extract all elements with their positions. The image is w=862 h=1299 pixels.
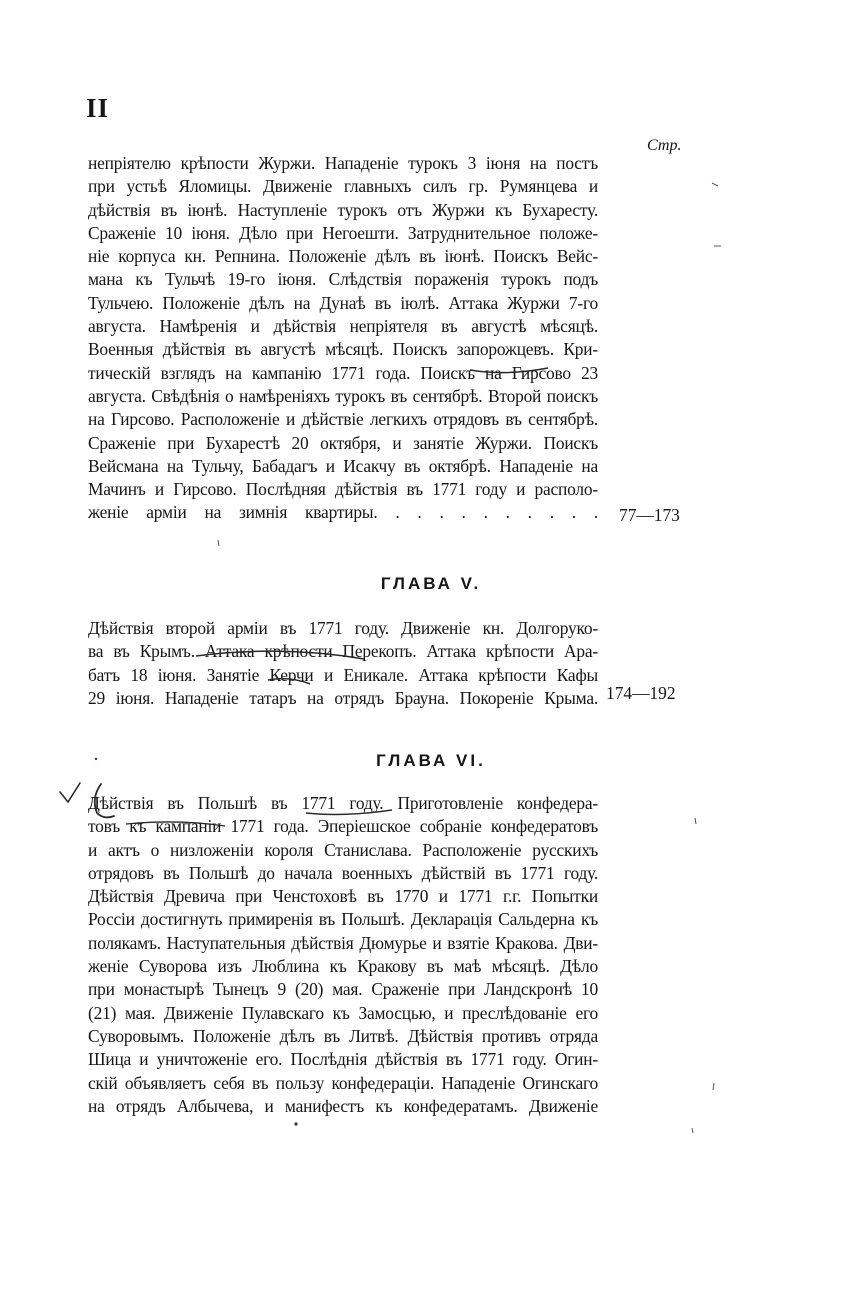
text-line: Дѣйствія второй арміи въ 1771 году. Движеніе кн. Долгоруко- [88,618,598,638]
text-line: Суворовымъ. Положеніе дѣлъ въ Литвѣ. Дѣйствія противъ отряда [88,1025,598,1046]
text-line: Военныя дѣйствія въ августѣ мѣсяцѣ. Поискъ запорожцевъ. Кри- [88,339,598,360]
text-line: отрядовъ въ Польшѣ до начала военныхъ дѣйствій въ 1771 году. [88,862,598,883]
page-number: II [86,93,110,123]
text-line: Россіи достигнуть примиренія въ Польшѣ. Декларація Сальдерна къ [88,909,598,930]
pencil-stray-mark [692,1128,693,1133]
text-line: непріятелю крѣпости Журжи. Нападеніе турокъ 3 іюня на постъ [88,153,598,173]
text-line: Дѣйствія въ Польшѣ въ 1771 году. Приготовленіе конфедера- [88,793,598,813]
pencil-underline [126,822,225,826]
text-line: Дѣйствія Древича при Ченстоховѣ въ 1770 и 1771 г.г. Попытки [88,886,598,907]
text-line: Тульчею. Положеніе дѣлъ на Дунаѣ въ іюлѣ. Аттака Журжи 7-го [88,292,598,313]
text-line: скій объявляетъ себя въ пользу конфедераціи. Нападеніе Огинскаго [88,1072,598,1093]
text-line: на Гирсово. Расположеніе и дѣйствіе легкихъ отрядовъ въ сентябрѣ. [88,409,598,430]
pencil-underline [306,810,392,814]
text-line: при монастырѣ Тынецъ 9 (20) мая. Сраженіе при Ландскронѣ 10 [88,979,598,1000]
text-line: мана къ Тульчѣ 19-го іюня. Слѣдствія пораженія турокъ подъ [88,269,598,290]
text-line: Вейсмана на Тульчу, Бабадагъ и Исакчу въ октябрѣ. Нападеніе на [88,455,598,476]
pencil-underline [268,679,310,684]
text-line: полякамъ. Наступательныя дѣйствія Дюмурье и взятіе Кракова. Дви- [88,932,598,953]
text-line: при устьѣ Яломицы. Движеніе главныхъ силъ гр. Румянцева и [88,176,598,197]
pencil-bracket-icon [95,784,114,817]
text-line: августа. Свѣдѣнія о намѣреніяхъ турокъ въ сентябрѣ. Второй поискъ [88,385,598,406]
text-line: на отрядъ Албычева, и манифестъ къ конфедератамъ. Движеніе [88,1095,598,1116]
pencil-stray-mark [218,540,219,546]
pencil-checkmark-icon [60,783,80,802]
text-line: Мачинъ и Гирсово. Послѣдняя дѣйствія въ 1771 году и располо- [88,479,598,500]
text-line: дѣйствія въ іюнѣ. Наступленіе турокъ отъ Журжи къ Бухаресту. [88,199,598,220]
text-line: батъ 18 іюня. Занятіе Керчи и Еникале. Аттака крѣпости Кафы [88,664,598,685]
text-line: женіе арміи на зимнія квартиры. . . . . . . . . . . [88,502,598,523]
text-line: Шица и уничтоженіе его. Послѣднія дѣйствія въ 1771 году. Огин- [88,1049,598,1070]
page-range: 77—173 [619,505,680,525]
text-line: ва въ Крымъ. Аттака крѣпости Перекопъ. Аттака крѣпости Ара- [88,641,598,662]
chapter-heading: ГЛАВА VI. [376,751,486,770]
text-line: Сраженіе 10 іюня. Дѣло при Негоешти. Затруднительное положе- [88,222,598,243]
pencil-stray-mark [294,1122,297,1125]
text-line: ніе корпуса кн. Репнина. Положеніе дѣлъ въ іюнѣ. Поискъ Вейс- [88,246,598,267]
pencil-stray-mark [712,183,718,186]
text-line: товъ къ кампаніи 1771 года. Эперіешское собраніе конфедератовъ [88,816,598,837]
text-line: (21) мая. Движеніе Пулавскаго къ Замосцью, и преслѣдованіе его [88,1002,598,1023]
pencil-stray-mark [695,818,696,824]
text-line: женіе Суворова изъ Люблина къ Кракову въ маѣ мѣсяцѣ. Дѣло [88,956,598,977]
text-line: Сраженіе при Бухарестѣ 20 октября, и занятіе Журжи. Поискъ [88,432,598,453]
page-column-label: Стр. [647,137,682,154]
pencil-underline [470,368,548,373]
chapter-heading: ГЛАВА V. [380,574,482,593]
page-range: 174—192 [606,683,676,703]
text-line: августа. Намѣренія и дѣйствія непріятеля въ августѣ мѣсяцѣ. [88,316,598,337]
pencil-underline [196,651,364,659]
text-line: тическій взглядъ на кампанію 1771 года. Поискъ на Гирсово 23 [88,362,598,383]
text-line: 29 іюня. Нападеніе татаръ на отрядъ Брауна. Покореніе Крыма. [88,687,598,708]
text-line: и актъ о низложеніи короля Станислава. Расположеніе русскихъ [88,839,598,860]
pencil-stray-mark [95,758,97,760]
pencil-stray-mark [713,1083,714,1090]
